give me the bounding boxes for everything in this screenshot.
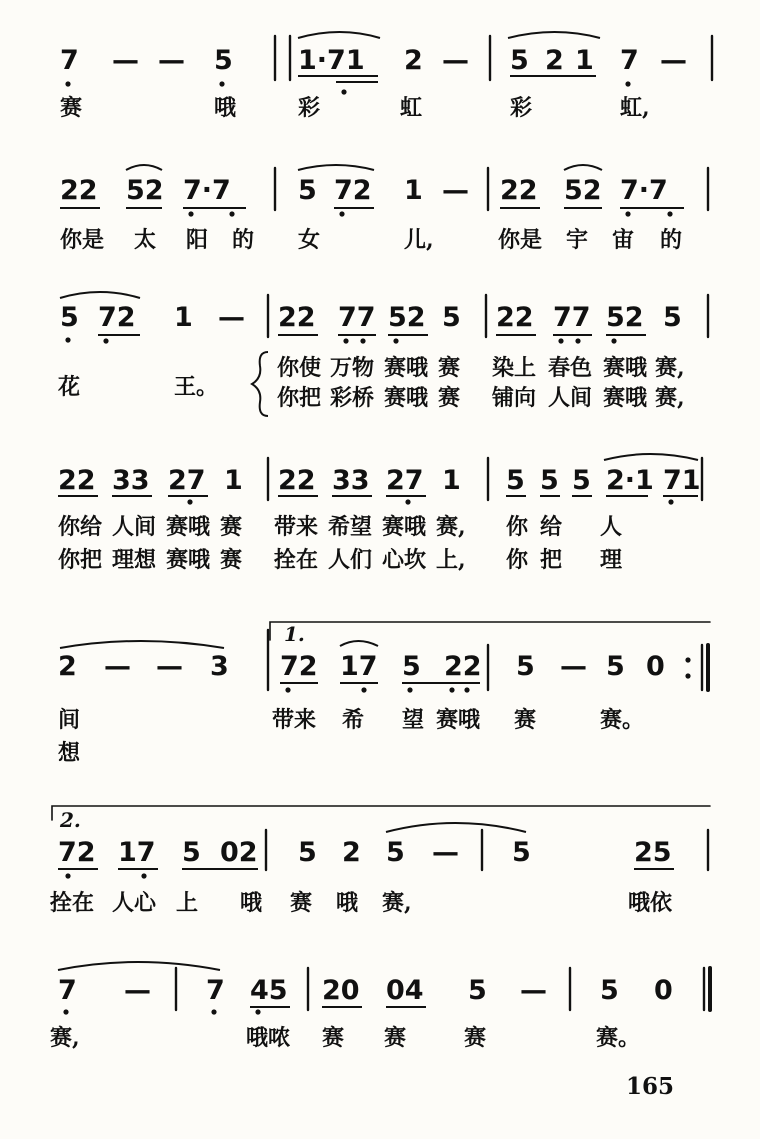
lyric-verse1: 染上 (492, 355, 537, 381)
note-dash: — (520, 975, 547, 1006)
lyric-verse1: 春色 (548, 355, 593, 381)
volta-label-2: 2. (60, 808, 81, 832)
lyric: 赛 (384, 1025, 407, 1051)
note: 1 (174, 302, 193, 333)
lyric-verse2: 赛哦 (603, 385, 648, 411)
note: 2·1 (606, 465, 654, 496)
note: 52 (606, 302, 644, 333)
lyric: 赛 (464, 1025, 487, 1051)
lyric-verse1: 带来 (274, 514, 319, 540)
lyric: 间 (58, 707, 81, 733)
note: 22 (496, 302, 534, 333)
note: 22 (278, 302, 316, 333)
note: 22 (500, 175, 538, 206)
note: 33 (112, 465, 150, 496)
note: 17 (118, 837, 156, 868)
note: 72 (280, 651, 318, 682)
note: 1 (442, 465, 461, 496)
note: 7·7 (620, 175, 668, 206)
note: 7 (58, 975, 77, 1006)
note: 5 (663, 302, 682, 333)
lyric: 希 (342, 707, 365, 733)
lyric: 哦 (336, 890, 359, 916)
lyric: 的 (232, 227, 255, 253)
note-dash: — (442, 175, 469, 206)
lyric: 彩 (510, 95, 533, 121)
note-dash: — (124, 975, 151, 1006)
note: 22 (60, 175, 98, 206)
note: 7 (60, 45, 79, 76)
lyric-verse2: 拴在 (274, 547, 319, 573)
note: 5 (506, 465, 525, 496)
lyric-verse1: 赛 (220, 514, 243, 540)
lyric: 哦 (214, 95, 237, 121)
note: 5 (572, 465, 591, 496)
lyric-verse2: 你 (506, 547, 529, 573)
note: 22 (58, 465, 96, 496)
lyric: 带来 (272, 707, 317, 733)
lyric: 哦 (240, 890, 263, 916)
note: 5 (386, 837, 405, 868)
note: 5 (516, 651, 535, 682)
lyric: 你是 (60, 227, 105, 253)
note: 77 (553, 302, 591, 333)
note: 5 (60, 302, 79, 333)
lyric-verse2: 赛, (655, 385, 685, 411)
lyric: 赛 (514, 707, 537, 733)
lyric-verse2: 人们 (328, 547, 373, 573)
note-dash: — (156, 651, 183, 682)
lyric-verse1: 赛, (436, 514, 466, 540)
lyric-verse2: 把 (540, 547, 563, 573)
note: 5 (600, 975, 619, 1006)
note: 02 (220, 837, 258, 868)
note-dash: — (158, 45, 185, 76)
note: 17 (340, 651, 378, 682)
note: 5 (182, 837, 201, 868)
lyric: 拴在 (50, 890, 95, 916)
lyric-verse2: 理 (600, 547, 623, 573)
lyric: 赛 (60, 95, 83, 121)
note-dash: — (104, 651, 131, 682)
lyric: 王。 (174, 374, 219, 400)
note-dash: — (560, 651, 587, 682)
lyric: 赛。 (596, 1025, 641, 1051)
lyric-verse1: 万物 (330, 355, 375, 381)
note: 72 (98, 302, 136, 333)
lyric: 宇 (566, 227, 589, 253)
note-dash: — (660, 45, 687, 76)
lyric-verse2: 你把 (277, 385, 322, 411)
note: 27 (168, 465, 206, 496)
note: 77 (338, 302, 376, 333)
note: 2 (342, 837, 361, 868)
lyric: 人心 (112, 890, 157, 916)
lyric-verse2: 赛 (220, 547, 243, 573)
lyric: 哦哝 (246, 1025, 291, 1051)
note: 7 (206, 975, 225, 1006)
note: 2 (545, 45, 564, 76)
note: 20 (322, 975, 360, 1006)
note: 2 (404, 45, 423, 76)
lyric-verse2: 心坎 (382, 547, 427, 573)
note-dash: — (432, 837, 459, 868)
note: 52 (564, 175, 602, 206)
lyric-verse2: 上, (436, 547, 466, 573)
lyric: 赛, (50, 1025, 80, 1051)
note: 22 (444, 651, 482, 682)
lyric: 你是 (498, 227, 543, 253)
lyric: 哦依 (628, 890, 673, 916)
lyric: 赛 (322, 1025, 345, 1051)
lyric-verse1: 你使 (277, 355, 322, 381)
lyric: 虹, (620, 95, 650, 121)
note: 52 (126, 175, 164, 206)
note: 71 (663, 465, 701, 496)
note: 5 (214, 45, 233, 76)
note: 7 (620, 45, 639, 76)
lyric: 虹 (400, 95, 423, 121)
lyric-verse2: 你把 (58, 547, 103, 573)
volta-bracket-1 (270, 622, 710, 640)
lyric-verse1: 赛哦 (382, 514, 427, 540)
note: 7·7 (183, 175, 231, 206)
note: 5 (468, 975, 487, 1006)
page-number: 165 (626, 1073, 675, 1100)
note: 5 (298, 837, 317, 868)
lyric: 赛。 (600, 707, 645, 733)
lyric: 花 (58, 374, 81, 400)
lyric: 宙 (612, 227, 635, 253)
lyric: 上 (176, 890, 199, 916)
lyric-verse1: 你 (506, 514, 529, 540)
note: 1·71 (298, 45, 365, 76)
slurs (58, 32, 698, 970)
lyric: 儿, (404, 227, 434, 253)
lyric: 赛, (382, 890, 412, 916)
lyric-verse1: 赛哦 (166, 514, 211, 540)
lyric: 阳 (186, 227, 209, 253)
note: 72 (58, 837, 96, 868)
note: 04 (386, 975, 424, 1006)
note: 5 (442, 302, 461, 333)
note: 3 (210, 651, 229, 682)
lyric-verse2: 理想 (112, 547, 157, 573)
lyric-verse1: 人 (600, 514, 623, 540)
note: 45 (250, 975, 288, 1006)
lyric-verse1: 赛, (655, 355, 685, 381)
note: 52 (388, 302, 426, 333)
volta-bracket-2 (52, 806, 710, 820)
note: 22 (278, 465, 316, 496)
lyric: 望 (402, 707, 425, 733)
lyric: 女 (298, 227, 321, 253)
lyric-verse2: 铺向 (492, 385, 537, 411)
octave-dots (63, 81, 690, 1014)
lyric: 太 (134, 227, 157, 253)
note-dash: — (218, 302, 245, 333)
lyric-verse2: 赛 (438, 385, 461, 411)
note: 1 (404, 175, 423, 206)
lyric-verse2: 赛哦 (384, 385, 429, 411)
note-dash: — (442, 45, 469, 76)
lyric-verse2: 彩桥 (330, 385, 375, 411)
note: 5 (512, 837, 531, 868)
lyric: 赛 (290, 890, 313, 916)
lyric: 彩 (298, 95, 321, 121)
note-dash: — (112, 45, 139, 76)
note: 33 (332, 465, 370, 496)
lyric-verse2: 人间 (548, 385, 593, 411)
note: 5 (540, 465, 559, 496)
note: 2 (58, 651, 77, 682)
note: 1 (224, 465, 243, 496)
verse-brace (252, 352, 268, 416)
lyric-verse1: 给 (540, 514, 563, 540)
lyric-verse2: 想 (58, 740, 81, 766)
note: 5 (606, 651, 625, 682)
lyric-verse1: 人间 (112, 514, 157, 540)
note: 5 (298, 175, 317, 206)
lyric-verse1: 赛 (438, 355, 461, 381)
volta-label-1: 1. (284, 622, 305, 646)
lyric-verse1: 赛哦 (384, 355, 429, 381)
lyric: 的 (660, 227, 683, 253)
lyric-verse1: 你给 (58, 514, 103, 540)
note: 1 (575, 45, 594, 76)
note: 25 (634, 837, 672, 868)
note: 27 (386, 465, 424, 496)
lyric: 赛哦 (436, 707, 481, 733)
note: 0 (646, 651, 665, 682)
note: 5 (402, 651, 421, 682)
lyric-verse1: 希望 (328, 514, 373, 540)
lyric-verse1: 赛哦 (603, 355, 648, 381)
lyric-verse2: 赛哦 (166, 547, 211, 573)
note: 5 (510, 45, 529, 76)
note: 72 (334, 175, 372, 206)
note: 0 (654, 975, 673, 1006)
